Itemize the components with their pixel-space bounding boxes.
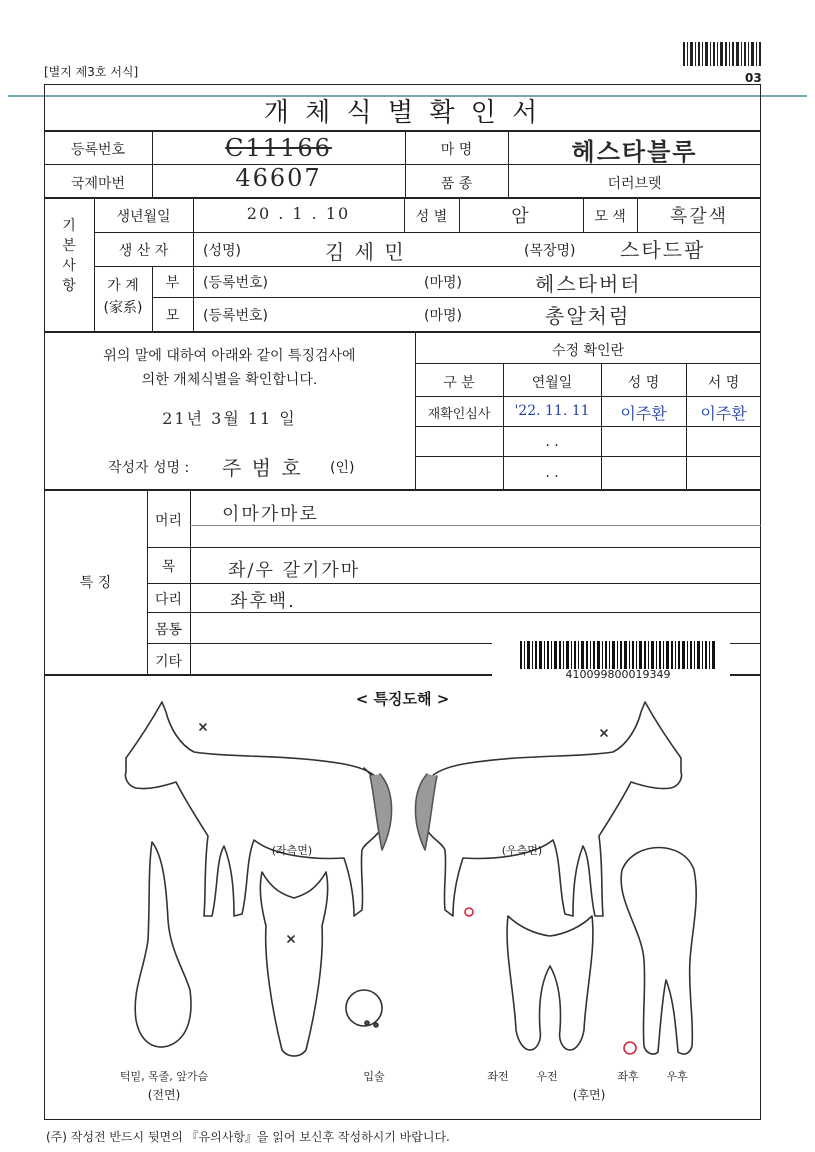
sire-reg-label: (등록번호) [203, 275, 269, 291]
intl-no-value: 46607 [235, 164, 322, 192]
breeder-name-value: 김 세 민 [325, 240, 406, 264]
pedigree-label: 가 계 (家系) [103, 278, 143, 316]
front-caption: 턱밑, 목줄, 앞가슴 [119, 1070, 209, 1083]
sex-value: 암 [511, 206, 531, 227]
sire-name-value: 헤스타버터 [535, 272, 642, 296]
head-front-figure [260, 872, 382, 1056]
revision-row3-date: . . [545, 465, 559, 481]
lip-caption: 입술 [363, 1070, 385, 1083]
coat-value: 흑갈색 [669, 206, 729, 227]
writer-seal: (인) [330, 460, 355, 476]
intl-no-label: 국제마번 [70, 176, 126, 192]
left-rear-caption: 좌후 [617, 1070, 639, 1083]
neck-label: 목 [161, 559, 176, 575]
writer-value: 주 범 호 [222, 456, 303, 480]
writer-label: 작성자 성명 : [108, 460, 190, 476]
reg-no-value: C11166 [225, 134, 332, 162]
right-front-caption: 우전 [536, 1070, 558, 1083]
right-side-caption: (우측면) [501, 844, 543, 857]
diagram-title: < 특징도해 > [355, 690, 450, 708]
rear-label: (후면) [572, 1088, 606, 1102]
dam-name-label: (마명) [424, 308, 462, 324]
document-title: 개 체 식 별 확 인 서 [263, 98, 542, 128]
right-rear-caption: 우후 [666, 1070, 688, 1083]
revision-row1-sign: 이주환 [700, 404, 747, 423]
revision-title: 수정 확인란 [551, 343, 625, 359]
basic-section-label: 기 본 사 항 [62, 218, 76, 294]
revision-row1-type: 재확인심사 [427, 407, 491, 422]
dam-label: 모 [165, 308, 180, 324]
farm-value: 스타드팜 [620, 238, 706, 262]
revision-header-sign: 서 명 [707, 375, 740, 391]
etc-label: 기타 [154, 654, 183, 670]
revision-header-date: 연월일 [531, 375, 573, 391]
form-label: [별지 제3호 서식] [44, 65, 139, 79]
confirm-date: 21년 3월 11 일 [162, 409, 297, 428]
horse-diagrams [44, 690, 761, 1060]
breed-label: 품 종 [440, 176, 473, 192]
birth-label: 생년월일 [116, 209, 171, 225]
birth-value: 20 . 1 . 10 [246, 204, 351, 223]
head-label: 머리 [154, 513, 183, 529]
horse-name-value: 헤스타블루 [571, 137, 698, 166]
front-legs-figure [507, 916, 593, 1050]
leg-value: 좌후백. [230, 591, 296, 612]
revision-row1-date: '22. 11. 11 [514, 403, 590, 419]
revision-row2-date: . . [545, 434, 559, 450]
left-side-caption: (좌측면) [271, 844, 313, 857]
dam-reg-label: (등록번호) [203, 308, 269, 324]
confirm-statement-2: 의한 개체식별을 확인합니다. [141, 372, 318, 388]
sex-label: 성 별 [415, 209, 448, 225]
sire-label: 부 [165, 275, 180, 291]
page-number: 03 [745, 71, 762, 85]
breeder-label: 생 산 자 [118, 243, 169, 259]
revision-row1-name: 이주환 [620, 404, 667, 423]
left-front-caption: 좌전 [487, 1070, 509, 1083]
right-side-horse-figure [415, 702, 681, 916]
features-section-label: 특 징 [79, 575, 112, 591]
rear-view-figure [621, 848, 696, 1055]
revision-header-type: 구 분 [443, 375, 475, 391]
farm-label: (목장명) [524, 243, 576, 259]
body-label: 몸통 [154, 622, 183, 638]
barcode-number: 410099800019349 [565, 668, 671, 681]
revision-header-name: 성 명 [627, 375, 660, 391]
front-chest-figure [135, 842, 191, 1047]
breeder-name-label: (성명) [203, 243, 241, 259]
breed-value: 더러브렛 [607, 176, 662, 192]
horse-name-label: 마 명 [440, 142, 473, 158]
confirm-statement-1: 위의 말에 대하여 아래와 같이 특징검사에 [103, 348, 356, 364]
reg-no-label: 등록번호 [70, 142, 126, 158]
dam-name-value: 총알처럼 [545, 304, 631, 328]
leg-label: 다리 [154, 592, 183, 608]
sire-name-label: (마명) [424, 275, 462, 291]
head-value: 이마가마로 [222, 504, 319, 525]
front-label: (전면) [147, 1088, 181, 1102]
sticker-barcode [520, 641, 716, 669]
footer-note: (주) 작성전 반드시 뒷면의 『유의사항』을 읽어 보신후 작성하시기 바랍니다. [46, 1130, 450, 1144]
top-barcode [683, 42, 761, 66]
neck-value: 좌/우 갈기가마 [228, 560, 361, 581]
coat-label: 모 색 [594, 209, 626, 225]
